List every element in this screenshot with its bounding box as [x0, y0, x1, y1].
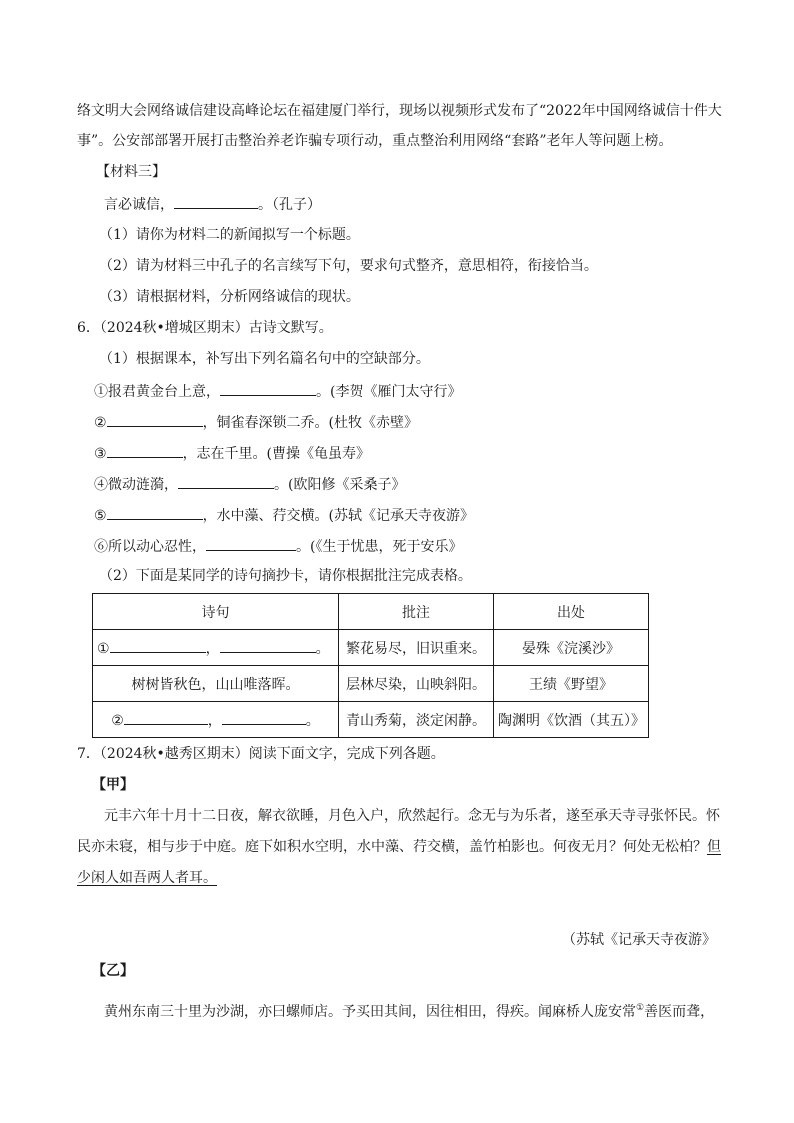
recite-item-suffix: 。(李贺《雁门太守行》 [316, 384, 462, 400]
table-cell-note: 青山秀菊，淡定闲静。 [339, 702, 494, 738]
yi-line-1-text: 黄州东南三十里为沙湖，亦曰螺师店。予买田其间，因往相田，得疾。闻麻桥人庞安常 [104, 1004, 636, 1020]
table-header-row [93, 594, 649, 630]
answer-blank[interactable] [107, 411, 203, 427]
row-comma: ， [205, 641, 220, 657]
table-cell-poem [93, 630, 339, 666]
q7-title: 7．（2024秋•越秀区期末）阅读下面文字，完成下列各题。 [77, 746, 445, 762]
q6-title: 6．（2024秋•增城区期末）古诗文默写。 [77, 320, 333, 336]
answer-blank[interactable] [220, 380, 316, 396]
q5-sub-2: （2）请为材料三中孔子的名言续写下句，要求句式整齐，意思相符，衔接恰当。 [99, 258, 598, 274]
recite-item-4 [94, 473, 405, 493]
table-cell-note: 繁花易尽，旧识重来。 [339, 630, 494, 666]
table-cell-poem: 树树皆秋色，山山唯落晖。 [93, 666, 339, 702]
recite-item-prefix: ③ [94, 446, 107, 462]
jia-underlined-sentence-start: 但 [707, 839, 721, 855]
jia-line-2-text: 民亦未寝，相与步于中庭。庭下如积水空明，水中藻、荇交横，盖竹柏影也。何夜无月？何处无松柏？ [77, 839, 707, 855]
intro-line-2: 事”。公安部部署开展打击整治养老诈骗专项行动，重点整治利用网络“套路”老年人等问题上榜。 [77, 133, 673, 149]
table-row [93, 630, 649, 666]
material3-quote-suffix: 。（孔子） [258, 197, 321, 213]
row-comma: ， [207, 713, 222, 729]
material3-quote-prefix: 言必诚信， [104, 197, 174, 213]
intro-line-1: 络文明大会网络诚信建设高峰论坛在福建厦门举行，现场以视频形式发布了“2022年中国网络诚信十件大 [77, 103, 722, 119]
yi-heading: 【乙】 [92, 963, 134, 979]
yi-line-1-text-end: 善医而聋， [644, 1004, 715, 1020]
row-period: 。 [305, 713, 320, 729]
jia-line-1: 元丰六年十月十二日夜，解衣欲睡，月色入户，欣然起行。念无与为乐者，遂至承天寺寻张怀民。怀 [104, 808, 720, 824]
q5-sub-1: （1）请你为材料二的新闻拟写一个标题。 [99, 227, 360, 243]
jia-underlined-sentence-end: 少闲人如吾两人者耳。 [77, 870, 217, 886]
table-cell-note: 层林尽染，山映斜阳。 [339, 666, 494, 702]
answer-blank[interactable] [107, 442, 183, 458]
table-row [93, 702, 649, 738]
recite-item-2 [94, 411, 418, 431]
answer-blank[interactable] [124, 709, 208, 725]
recite-item-5 [94, 504, 474, 524]
table-cell-source: 晏殊《浣溪沙》 [494, 630, 649, 666]
yi-line-1 [104, 998, 714, 1018]
recite-item-prefix: ④微动涟漪， [94, 477, 178, 493]
material3-heading: 【材料三】 [96, 164, 166, 180]
recite-item-3 [94, 442, 370, 462]
q5-sub-3: （3）请根据材料，分析网络诚信的现状。 [99, 289, 360, 305]
recite-item-prefix: ⑥所以动心忍性， [94, 539, 206, 555]
recite-item-6 [94, 535, 462, 555]
q6-part1: （1）根据课本，补写出下列名篇名句中的空缺部分。 [99, 351, 430, 367]
footnote-marker: ① [636, 1003, 645, 1013]
table-row [93, 666, 649, 702]
row-marker: ② [111, 713, 124, 729]
poem-excerpt-table [92, 593, 649, 738]
recite-item-suffix: ，铜雀春深锁二乔。(杜牧《赤壁》 [202, 415, 419, 431]
recite-item-prefix: ② [94, 415, 107, 431]
recite-item-suffix: 。(《生于忧患，死于安乐》 [296, 539, 463, 555]
recite-item-prefix: ⑤ [94, 508, 107, 524]
material3-quote [104, 193, 321, 213]
table-header-source: 出处 [494, 594, 649, 630]
jia-line-3 [77, 868, 217, 888]
answer-blank[interactable] [110, 637, 206, 653]
q6-part2: （2）下面是某同学的诗句摘抄卡，请你根据批注完成表格。 [99, 568, 472, 584]
answer-blank[interactable] [174, 193, 258, 209]
table-cell-poem [93, 702, 339, 738]
table-cell-source: 王绩《野望》 [494, 666, 649, 702]
row-period: 。 [315, 641, 330, 657]
row-marker: ① [97, 641, 110, 657]
answer-blank[interactable] [220, 637, 316, 653]
recite-item-prefix: ①报君黄金台上意， [94, 384, 220, 400]
answer-blank[interactable] [107, 504, 203, 520]
recite-item-suffix: 。(欧阳修《采桑子》 [274, 477, 406, 493]
table-header-note: 批注 [339, 594, 494, 630]
recite-item-suffix: ，志在千里。(曹操《龟虽寿》 [182, 446, 371, 462]
table-header-poem: 诗句 [93, 594, 339, 630]
answer-blank[interactable] [222, 709, 306, 725]
recite-item-suffix: ，水中藻、荇交横。(苏轼《记承天寺夜游》 [202, 508, 475, 524]
jia-heading: 【甲】 [92, 777, 134, 793]
answer-blank[interactable] [206, 535, 296, 551]
jia-source: （苏轼《记承天寺夜游》 [562, 932, 716, 948]
recite-item-1 [94, 380, 461, 400]
table-cell-source: 陶渊明《饮酒（其五）》 [494, 702, 649, 738]
jia-line-2 [77, 837, 721, 857]
answer-blank[interactable] [178, 473, 274, 489]
